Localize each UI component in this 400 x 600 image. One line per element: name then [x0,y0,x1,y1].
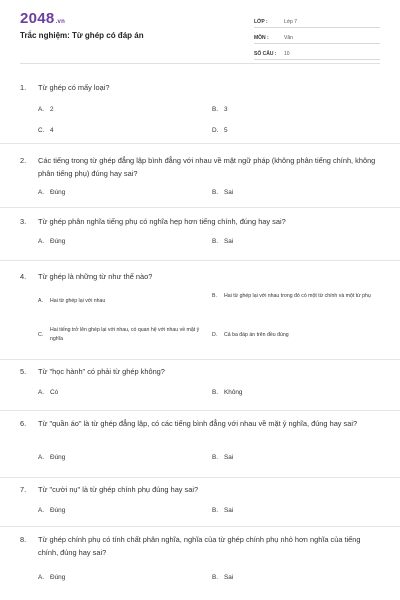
option-text: Đúng [50,238,66,245]
meta-value: Văn [284,35,293,41]
question-text [20,483,382,496]
option-text: Sai [224,454,234,461]
question-item [0,64,400,144]
option-letter: B. [212,106,219,113]
option-a[interactable] [38,188,188,197]
option-letter: C. [38,331,44,338]
option-text: Hai từ ghép lại với nhau trong đó có một từ chính và một từ phụ [224,293,371,299]
option-letter: B. [212,507,219,514]
option-text: 4 [50,127,54,134]
option-text: Đúng [50,574,66,581]
option-b[interactable] [212,292,380,301]
question-number: 4. [20,272,27,281]
question-item [0,360,400,411]
meta-row-subject [254,28,380,44]
question-item [0,527,400,593]
option-letter: A. [38,189,45,196]
question-text [20,533,382,559]
logo-text: 2048 [20,10,55,27]
option-letter: A. [38,106,45,113]
question-body: Từ "cười nụ" là từ ghép chính phụ đúng hay sai? [38,485,199,494]
option-d[interactable] [212,331,380,340]
question-item [0,478,400,527]
option-a[interactable] [38,573,188,582]
meta-row-count [254,44,380,60]
question-body: Từ "quần áo" là từ ghép đẳng lập, có các tiếng bình đẳng với nhau về mặt ý nghĩa, đúng hay sai? [38,419,358,428]
option-letter: A. [38,298,43,304]
option-text: 3 [224,106,228,113]
option-b[interactable] [212,506,362,515]
question-list [0,64,400,593]
option-b[interactable] [212,453,362,462]
option-letter: D. [212,127,219,134]
option-c[interactable] [38,326,208,344]
meta-value: Lớp 7 [284,19,298,25]
question-item [0,208,400,261]
option-letter: B. [212,293,217,299]
option-text: Sai [224,507,234,514]
option-text: Sai [224,189,234,196]
option-a[interactable] [38,297,198,306]
question-body: Các tiếng trong từ ghép đẳng lập bình đẳng với nhau về mặt ngữ pháp (không phân tiếng chính, không phân tiếng phụ) đúng hay sai? [38,156,376,178]
question-text [20,215,382,228]
option-a[interactable] [38,453,188,462]
question-number: 3. [20,217,27,226]
option-a[interactable] [38,237,188,246]
option-text: 5 [224,127,228,134]
option-text: Có [50,389,59,396]
site-logo[interactable] [20,11,65,30]
question-number: 6. [20,419,27,428]
question-number: 5. [20,367,27,376]
option-letter: B. [212,389,219,396]
option-text: Sai [224,574,234,581]
option-text: 2 [50,106,54,113]
question-text [20,81,382,94]
question-text [20,365,382,378]
header [0,0,400,64]
option-text: Không [224,389,243,396]
question-item [0,261,400,360]
question-text [20,270,382,283]
option-letter: A. [38,454,45,461]
meta-info [254,12,380,60]
option-text: Sai [224,238,234,245]
question-body: Từ ghép là những từ như thế nào? [38,272,153,281]
meta-label: LỚP : [254,19,268,25]
question-item [0,144,400,208]
option-letter: A. [38,238,45,245]
option-c[interactable] [38,126,188,135]
option-b[interactable] [212,237,362,246]
option-d[interactable] [212,126,362,135]
question-number: 2. [20,156,27,165]
question-text [20,417,382,430]
option-letter: B. [212,189,219,196]
question-body: Từ "học hành" có phải từ ghép không? [38,367,165,376]
question-body: Từ ghép phân nghĩa tiếng phụ có nghĩa hẹp hơn tiếng chính, đúng hay sai? [38,217,286,226]
option-text: Đúng [50,507,66,514]
option-a[interactable] [38,105,188,114]
option-text: Đúng [50,454,66,461]
option-letter: D. [212,332,218,338]
option-b[interactable] [212,388,362,397]
option-letter: B. [212,454,219,461]
option-text: Hai tiếng trở lên ghép lại với nhau, có quan hệ với nhau về mặt ý nghĩa [50,327,200,342]
option-letter: C. [38,127,45,134]
question-body: Từ ghép có mấy loại? [38,83,110,92]
option-letter: A. [38,574,45,581]
question-body: Từ ghép chính phụ có tính chất phân nghĩa, nghĩa của từ ghép chính phụ nhỏ hơn nghĩa của tiếng chính, đúng hay sai? [38,535,361,557]
meta-label: MÔN : [254,35,269,41]
question-item [0,411,400,478]
logo-tld: .vn [55,19,66,25]
meta-row-class [254,12,380,28]
option-text: Cả ba đáp án trên đều đúng [224,332,289,338]
option-b[interactable] [212,105,362,114]
question-number: 7. [20,485,27,494]
meta-value: 10 [284,51,290,57]
option-letter: A. [38,507,45,514]
option-letter: B. [212,574,219,581]
meta-label: SỐ CÂU : [254,51,277,57]
option-a[interactable] [38,388,188,397]
option-b[interactable] [212,188,362,197]
option-letter: A. [38,389,45,396]
question-number: 8. [20,535,27,544]
option-text: Hai từ ghép lại với nhau [50,298,106,304]
option-a[interactable] [38,506,188,515]
option-letter: B. [212,238,219,245]
question-text [20,154,382,180]
option-b[interactable] [212,573,362,582]
option-text: Đúng [50,189,66,196]
page-title: Trắc nghiệm: Từ ghép có đáp án [20,31,144,40]
question-number: 1. [20,83,27,92]
